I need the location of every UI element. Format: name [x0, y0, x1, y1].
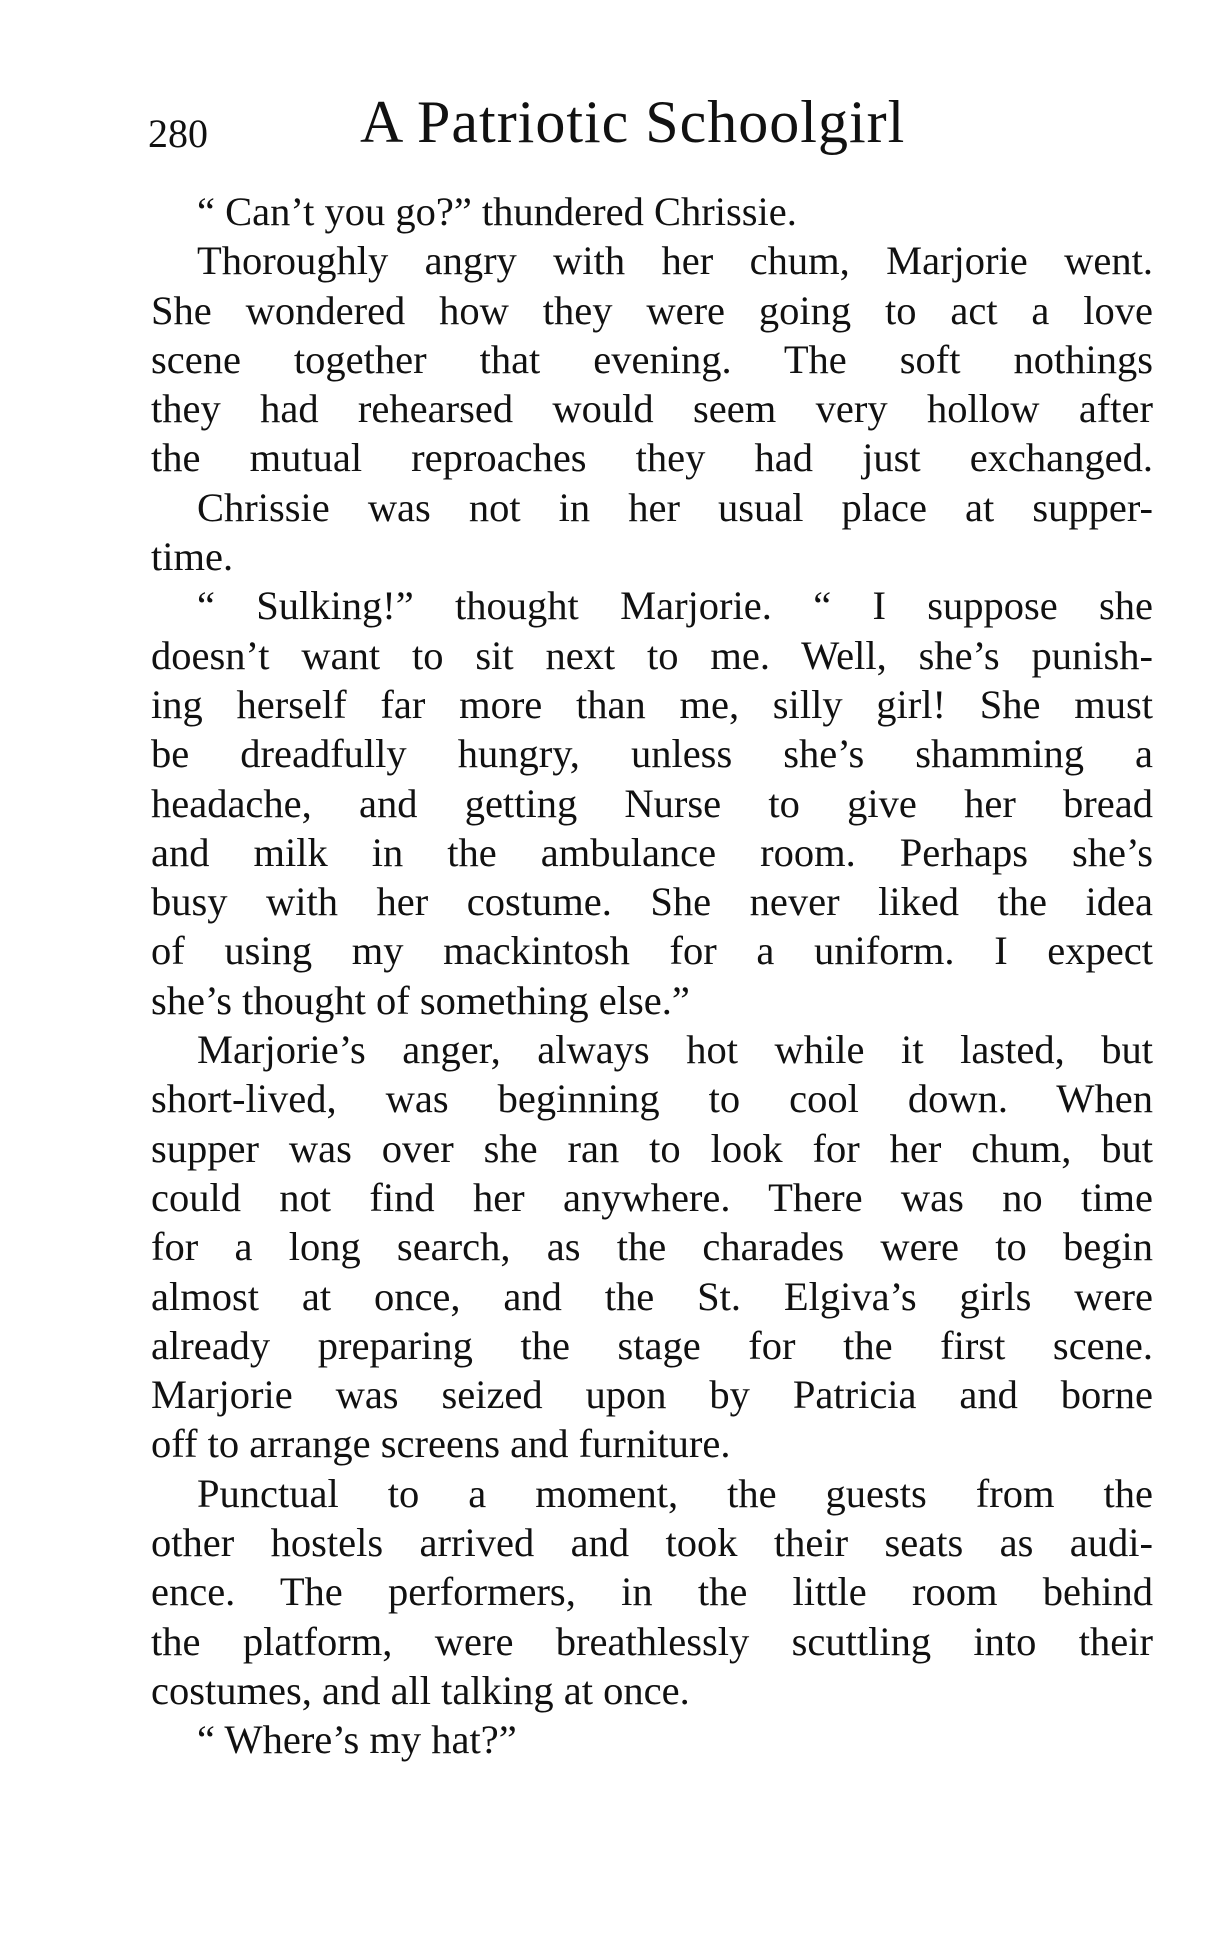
text-line: short-lived, was beginning to cool down. When [151, 1076, 1153, 1122]
text-line: headache, and getting Nurse to give her bread [151, 780, 1153, 826]
text-line: Marjorie’s anger, always hot while it lasted, but [197, 1027, 1153, 1073]
text-line: she’s thought of something else.” [151, 977, 690, 1023]
text-line: other hostels arrived and took their seats as audi- [151, 1520, 1153, 1566]
text-line: for a long search, as the charades were to begin [151, 1224, 1153, 1270]
text-line: “ Sulking!” thought Marjorie. “ I suppose she [197, 583, 1153, 629]
text-line: and milk in the ambulance room. Perhaps she’s [151, 829, 1153, 875]
text-line: the platform, were breathlessly scuttling into their [151, 1618, 1153, 1664]
text-line: scene together that evening. The soft nothings [151, 336, 1153, 382]
text-line: ence. The performers, in the little room behind [151, 1569, 1153, 1615]
text-line: ing herself far more than me, silly girl! She must [151, 681, 1153, 727]
text-line: could not find her anywhere. There was no time [151, 1174, 1153, 1220]
running-title: A Patriotic Schoolgirl [360, 89, 906, 155]
text-line: almost at once, and the St. Elgiva’s girls were [151, 1273, 1153, 1319]
text-line: they had rehearsed would seem very hollow after [151, 386, 1153, 432]
text-line: Chrissie was not in her usual place at supper- [197, 484, 1153, 530]
text-line: She wondered how they were going to act a love [151, 287, 1153, 333]
text-line: costumes, and all talking at once. [151, 1667, 690, 1713]
text-line: “ Can’t you go?” thundered Chrissie. [197, 189, 797, 234]
text-line: supper was over she ran to look for her chum, but [151, 1125, 1153, 1171]
text-line: already preparing the stage for the first scene. [151, 1322, 1153, 1368]
text-line: busy with her costume. She never liked the idea [151, 879, 1153, 925]
text-line: be dreadfully hungry, unless she’s shamming a [151, 731, 1153, 777]
page-header [148, 88, 1148, 168]
text-line: of using my mackintosh for a uniform. I expect [151, 928, 1153, 974]
text-line: time. [151, 534, 234, 580]
text-line: Marjorie was seized upon by Patricia and borne [151, 1372, 1153, 1418]
text-line: Punctual to a moment, the guests from the [197, 1470, 1153, 1516]
text-line: Thoroughly angry with her chum, Marjorie went. [197, 238, 1153, 284]
text-line: “ Where’s my hat?” [197, 1717, 517, 1763]
body-text [151, 187, 1153, 1765]
text-line: doesn’t want to sit next to me. Well, she’s punish- [151, 632, 1153, 678]
text-line: the mutual reproaches they had just exchanged. [151, 435, 1153, 481]
page-number: 280 [148, 111, 208, 156]
text-line: off to arrange screens and furniture. [151, 1421, 731, 1467]
